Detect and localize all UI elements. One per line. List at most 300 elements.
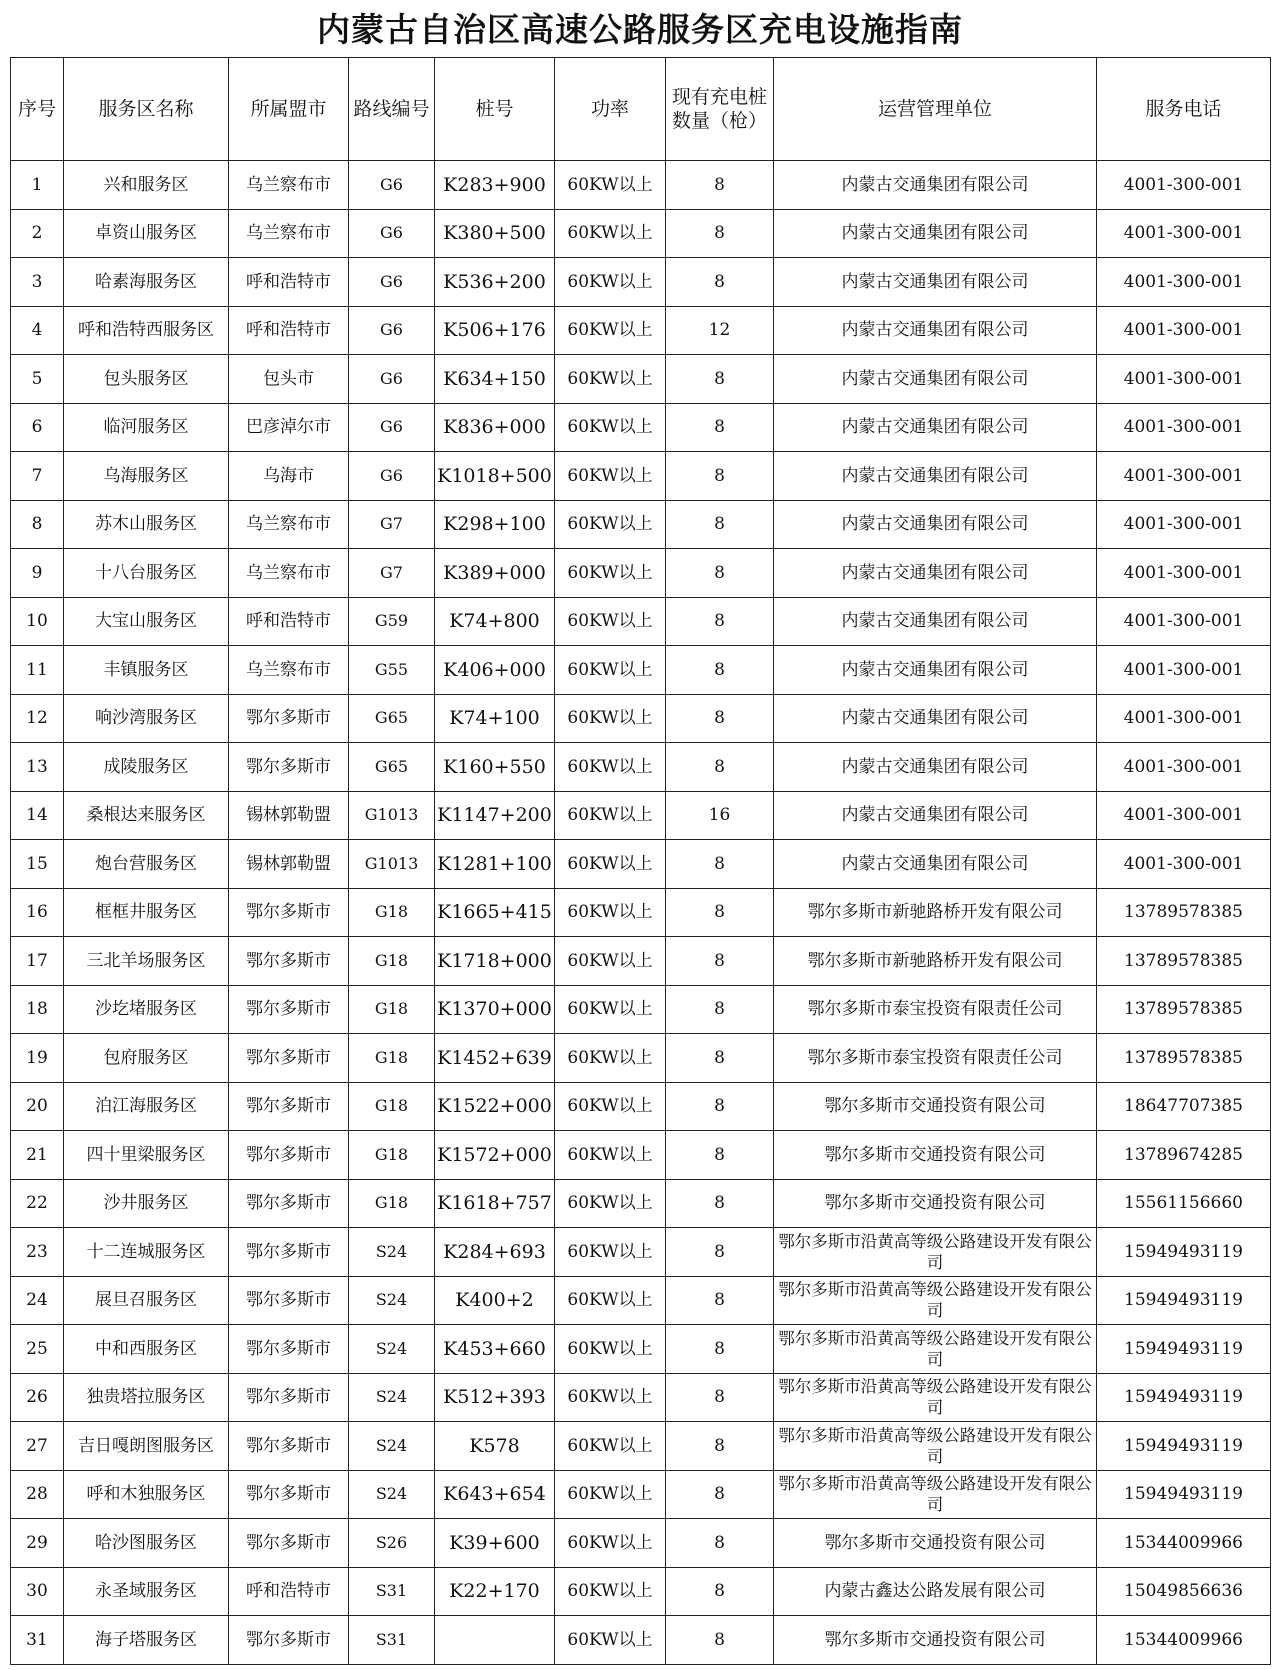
cell-road-number: S26 [349, 1519, 435, 1568]
cell-road-number: G65 [349, 694, 435, 743]
cell-power: 60KW以上 [555, 1567, 666, 1616]
cell-phone: 4001-300-001 [1097, 646, 1271, 695]
cell-power: 60KW以上 [555, 403, 666, 452]
cell-power: 60KW以上 [555, 1082, 666, 1131]
cell-city: 鄂尔多斯市 [229, 937, 349, 986]
table-row [11, 743, 1271, 792]
cell-no: 14 [11, 791, 64, 840]
cell-city: 呼和浩特市 [229, 306, 349, 355]
cell-power: 60KW以上 [555, 1179, 666, 1228]
cell-charger-count: 8 [666, 1616, 774, 1665]
table-row [11, 1373, 1271, 1422]
cell-phone: 13789674285 [1097, 1131, 1271, 1180]
cell-power: 60KW以上 [555, 500, 666, 549]
cell-power: 60KW以上 [555, 258, 666, 307]
cell-power: 60KW以上 [555, 597, 666, 646]
table-row [11, 161, 1271, 210]
cell-stake-number: K836+000 [435, 403, 555, 452]
header-operator: 运营管理单位 [774, 58, 1097, 161]
table-row [11, 1567, 1271, 1616]
cell-phone: 13789578385 [1097, 985, 1271, 1034]
cell-phone: 15949493119 [1097, 1470, 1271, 1519]
cell-no: 11 [11, 646, 64, 695]
cell-road-number: G6 [349, 355, 435, 404]
cell-operator: 内蒙古交通集团有限公司 [774, 694, 1097, 743]
cell-stake-number: K1452+639 [435, 1034, 555, 1083]
cell-phone: 4001-300-001 [1097, 355, 1271, 404]
cell-city: 鄂尔多斯市 [229, 1470, 349, 1519]
cell-road-number: S24 [349, 1228, 435, 1277]
cell-operator: 内蒙古交通集团有限公司 [774, 403, 1097, 452]
cell-stake-number: K74+800 [435, 597, 555, 646]
cell-city: 呼和浩特市 [229, 258, 349, 307]
cell-road-number: G18 [349, 1131, 435, 1180]
cell-road-number: G7 [349, 549, 435, 598]
cell-stake-number: K1147+200 [435, 791, 555, 840]
cell-road-number: G6 [349, 452, 435, 501]
cell-service-area-name: 中和西服务区 [64, 1325, 229, 1374]
cell-operator: 鄂尔多斯市沿黄高等级公路建设开发有限公司 [774, 1373, 1097, 1422]
cell-charger-count: 8 [666, 1422, 774, 1471]
cell-road-number: G18 [349, 1034, 435, 1083]
cell-charger-count: 8 [666, 549, 774, 598]
cell-power: 60KW以上 [555, 1228, 666, 1277]
cell-road-number: S24 [349, 1325, 435, 1374]
cell-charger-count: 8 [666, 1034, 774, 1083]
cell-city: 乌兰察布市 [229, 161, 349, 210]
cell-road-number: S31 [349, 1567, 435, 1616]
cell-operator: 内蒙古交通集团有限公司 [774, 791, 1097, 840]
cell-power: 60KW以上 [555, 452, 666, 501]
cell-charger-count: 8 [666, 1179, 774, 1228]
cell-road-number: G65 [349, 743, 435, 792]
cell-city: 乌海市 [229, 452, 349, 501]
cell-stake-number: K1522+000 [435, 1082, 555, 1131]
cell-city: 鄂尔多斯市 [229, 1325, 349, 1374]
cell-charger-count: 8 [666, 985, 774, 1034]
cell-service-area-name: 十二连城服务区 [64, 1228, 229, 1277]
cell-power: 60KW以上 [555, 549, 666, 598]
cell-phone: 18647707385 [1097, 1082, 1271, 1131]
cell-power: 60KW以上 [555, 1616, 666, 1665]
table-row [11, 840, 1271, 889]
cell-city: 包头市 [229, 355, 349, 404]
cell-charger-count: 8 [666, 646, 774, 695]
cell-no: 1 [11, 161, 64, 210]
cell-service-area-name: 呼和木独服务区 [64, 1470, 229, 1519]
cell-no: 5 [11, 355, 64, 404]
cell-stake-number: K298+100 [435, 500, 555, 549]
cell-service-area-name: 独贵塔拉服务区 [64, 1373, 229, 1422]
cell-city: 呼和浩特市 [229, 597, 349, 646]
table-row [11, 1422, 1271, 1471]
cell-service-area-name: 展旦召服务区 [64, 1276, 229, 1325]
cell-charger-count: 8 [666, 937, 774, 986]
cell-no: 24 [11, 1276, 64, 1325]
cell-stake-number: K1370+000 [435, 985, 555, 1034]
cell-road-number: S31 [349, 1616, 435, 1665]
cell-city: 鄂尔多斯市 [229, 1276, 349, 1325]
cell-no: 30 [11, 1567, 64, 1616]
cell-power: 60KW以上 [555, 840, 666, 889]
cell-phone: 4001-300-001 [1097, 500, 1271, 549]
cell-charger-count: 8 [666, 209, 774, 258]
table-row [11, 1470, 1271, 1519]
cell-stake-number: K1281+100 [435, 840, 555, 889]
table-row [11, 888, 1271, 937]
cell-no: 3 [11, 258, 64, 307]
cell-charger-count: 8 [666, 1567, 774, 1616]
cell-road-number: G18 [349, 937, 435, 986]
cell-city: 鄂尔多斯市 [229, 1034, 349, 1083]
cell-power: 60KW以上 [555, 1373, 666, 1422]
cell-service-area-name: 兴和服务区 [64, 161, 229, 210]
cell-road-number: G7 [349, 500, 435, 549]
cell-operator: 鄂尔多斯市交通投资有限公司 [774, 1519, 1097, 1568]
cell-charger-count: 8 [666, 355, 774, 404]
header-name: 服务区名称 [64, 58, 229, 161]
cell-phone: 15949493119 [1097, 1325, 1271, 1374]
cell-no: 22 [11, 1179, 64, 1228]
cell-city: 锡林郭勒盟 [229, 840, 349, 889]
cell-operator: 内蒙古交通集团有限公司 [774, 549, 1097, 598]
cell-operator: 鄂尔多斯市新驰路桥开发有限公司 [774, 937, 1097, 986]
cell-road-number: S24 [349, 1276, 435, 1325]
cell-operator: 内蒙古交通集团有限公司 [774, 743, 1097, 792]
cell-phone: 13789578385 [1097, 888, 1271, 937]
cell-city: 锡林郭勒盟 [229, 791, 349, 840]
cell-charger-count: 8 [666, 500, 774, 549]
table-row [11, 452, 1271, 501]
cell-phone: 15344009966 [1097, 1616, 1271, 1665]
cell-road-number: G6 [349, 403, 435, 452]
cell-phone: 4001-300-001 [1097, 549, 1271, 598]
cell-road-number: G18 [349, 1179, 435, 1228]
cell-service-area-name: 桑根达来服务区 [64, 791, 229, 840]
cell-phone: 4001-300-001 [1097, 743, 1271, 792]
cell-city: 乌兰察布市 [229, 646, 349, 695]
cell-road-number: S24 [349, 1373, 435, 1422]
cell-phone: 15949493119 [1097, 1422, 1271, 1471]
header-road: 路线编号 [349, 58, 435, 161]
cell-charger-count: 8 [666, 1082, 774, 1131]
table-row [11, 403, 1271, 452]
cell-no: 19 [11, 1034, 64, 1083]
table-row [11, 355, 1271, 404]
cell-stake-number: K22+170 [435, 1567, 555, 1616]
cell-stake-number: K634+150 [435, 355, 555, 404]
cell-no: 16 [11, 888, 64, 937]
cell-operator: 鄂尔多斯市交通投资有限公司 [774, 1616, 1097, 1665]
cell-charger-count: 8 [666, 840, 774, 889]
cell-power: 60KW以上 [555, 1422, 666, 1471]
cell-road-number: G59 [349, 597, 435, 646]
cell-road-number: G18 [349, 985, 435, 1034]
cell-stake-number: K536+200 [435, 258, 555, 307]
cell-stake-number: K283+900 [435, 161, 555, 210]
cell-power: 60KW以上 [555, 791, 666, 840]
cell-power: 60KW以上 [555, 888, 666, 937]
cell-no: 15 [11, 840, 64, 889]
cell-road-number: G1013 [349, 840, 435, 889]
table-row [11, 1179, 1271, 1228]
cell-charger-count: 8 [666, 743, 774, 792]
cell-operator: 内蒙古交通集团有限公司 [774, 452, 1097, 501]
cell-phone: 15561156660 [1097, 1179, 1271, 1228]
table-row [11, 306, 1271, 355]
cell-no: 4 [11, 306, 64, 355]
cell-phone: 4001-300-001 [1097, 840, 1271, 889]
cell-no: 9 [11, 549, 64, 598]
table-row [11, 694, 1271, 743]
cell-operator: 鄂尔多斯市沿黄高等级公路建设开发有限公司 [774, 1276, 1097, 1325]
cell-service-area-name: 丰镇服务区 [64, 646, 229, 695]
cell-service-area-name: 沙圪堵服务区 [64, 985, 229, 1034]
cell-operator: 内蒙古交通集团有限公司 [774, 161, 1097, 210]
cell-power: 60KW以上 [555, 694, 666, 743]
table-row [11, 549, 1271, 598]
cell-phone: 4001-300-001 [1097, 694, 1271, 743]
cell-charger-count: 8 [666, 452, 774, 501]
table-row [11, 1131, 1271, 1180]
cell-phone: 15949493119 [1097, 1228, 1271, 1277]
cell-no: 27 [11, 1422, 64, 1471]
cell-charger-count: 8 [666, 403, 774, 452]
cell-operator: 内蒙古交通集团有限公司 [774, 646, 1097, 695]
cell-service-area-name: 卓资山服务区 [64, 209, 229, 258]
cell-power: 60KW以上 [555, 743, 666, 792]
cell-power: 60KW以上 [555, 1034, 666, 1083]
cell-road-number: G1013 [349, 791, 435, 840]
cell-stake-number: K643+654 [435, 1470, 555, 1519]
cell-service-area-name: 永圣域服务区 [64, 1567, 229, 1616]
cell-charger-count: 16 [666, 791, 774, 840]
cell-no: 2 [11, 209, 64, 258]
header-phone: 服务电话 [1097, 58, 1271, 161]
cell-operator: 内蒙古鑫达公路发展有限公司 [774, 1567, 1097, 1616]
cell-phone: 4001-300-001 [1097, 258, 1271, 307]
table-row [11, 1276, 1271, 1325]
cell-no: 28 [11, 1470, 64, 1519]
cell-road-number: G6 [349, 258, 435, 307]
cell-road-number: G6 [349, 161, 435, 210]
cell-service-area-name: 成陵服务区 [64, 743, 229, 792]
cell-phone: 4001-300-001 [1097, 306, 1271, 355]
table-row [11, 1034, 1271, 1083]
cell-operator: 内蒙古交通集团有限公司 [774, 306, 1097, 355]
table-row [11, 646, 1271, 695]
cell-service-area-name: 苏木山服务区 [64, 500, 229, 549]
cell-operator: 内蒙古交通集团有限公司 [774, 597, 1097, 646]
cell-charger-count: 8 [666, 161, 774, 210]
cell-charger-count: 8 [666, 1519, 774, 1568]
cell-city: 鄂尔多斯市 [229, 888, 349, 937]
cell-stake-number: K578 [435, 1422, 555, 1471]
cell-no: 25 [11, 1325, 64, 1374]
cell-stake-number: K39+600 [435, 1519, 555, 1568]
header-stake: 桩号 [435, 58, 555, 161]
cell-city: 乌兰察布市 [229, 500, 349, 549]
cell-service-area-name: 框框井服务区 [64, 888, 229, 937]
cell-service-area-name: 呼和浩特西服务区 [64, 306, 229, 355]
cell-no: 21 [11, 1131, 64, 1180]
cell-service-area-name: 大宝山服务区 [64, 597, 229, 646]
cell-operator: 鄂尔多斯市沿黄高等级公路建设开发有限公司 [774, 1422, 1097, 1471]
cell-city: 乌兰察布市 [229, 209, 349, 258]
cell-stake-number [435, 1616, 555, 1665]
cell-no: 23 [11, 1228, 64, 1277]
cell-no: 12 [11, 694, 64, 743]
table-row [11, 1616, 1271, 1665]
cell-city: 鄂尔多斯市 [229, 694, 349, 743]
cell-operator: 鄂尔多斯市交通投资有限公司 [774, 1082, 1097, 1131]
cell-phone: 15344009966 [1097, 1519, 1271, 1568]
cell-road-number: S24 [349, 1422, 435, 1471]
cell-charger-count: 8 [666, 1276, 774, 1325]
table-row [11, 209, 1271, 258]
cell-power: 60KW以上 [555, 306, 666, 355]
cell-power: 60KW以上 [555, 985, 666, 1034]
cell-operator: 内蒙古交通集团有限公司 [774, 209, 1097, 258]
cell-operator: 内蒙古交通集团有限公司 [774, 355, 1097, 404]
cell-service-area-name: 四十里梁服务区 [64, 1131, 229, 1180]
cell-city: 鄂尔多斯市 [229, 1422, 349, 1471]
cell-city: 鄂尔多斯市 [229, 1082, 349, 1131]
table-row [11, 258, 1271, 307]
table-row [11, 500, 1271, 549]
cell-service-area-name: 海子塔服务区 [64, 1616, 229, 1665]
cell-phone: 4001-300-001 [1097, 597, 1271, 646]
cell-service-area-name: 哈素海服务区 [64, 258, 229, 307]
cell-no: 26 [11, 1373, 64, 1422]
header-count: 现有充电桩数量（枪） [666, 58, 774, 161]
cell-power: 60KW以上 [555, 646, 666, 695]
cell-charger-count: 8 [666, 258, 774, 307]
cell-service-area-name: 泊江海服务区 [64, 1082, 229, 1131]
cell-operator: 内蒙古交通集团有限公司 [774, 840, 1097, 889]
cell-stake-number: K1572+000 [435, 1131, 555, 1180]
table-row [11, 1325, 1271, 1374]
table-row [11, 937, 1271, 986]
table-row [11, 1228, 1271, 1277]
cell-stake-number: K406+000 [435, 646, 555, 695]
cell-road-number: G6 [349, 209, 435, 258]
cell-city: 鄂尔多斯市 [229, 1131, 349, 1180]
cell-service-area-name: 临河服务区 [64, 403, 229, 452]
cell-no: 31 [11, 1616, 64, 1665]
cell-charger-count: 8 [666, 694, 774, 743]
cell-service-area-name: 包府服务区 [64, 1034, 229, 1083]
cell-stake-number: K1718+000 [435, 937, 555, 986]
cell-city: 呼和浩特市 [229, 1567, 349, 1616]
charging-facility-table [10, 57, 1271, 1665]
table-row [11, 597, 1271, 646]
cell-road-number: G6 [349, 306, 435, 355]
cell-service-area-name: 哈沙图服务区 [64, 1519, 229, 1568]
table-row [11, 1519, 1271, 1568]
cell-stake-number: K284+693 [435, 1228, 555, 1277]
cell-stake-number: K160+550 [435, 743, 555, 792]
cell-power: 60KW以上 [555, 161, 666, 210]
cell-charger-count: 8 [666, 1325, 774, 1374]
cell-phone: 15949493119 [1097, 1373, 1271, 1422]
cell-stake-number: K74+100 [435, 694, 555, 743]
cell-stake-number: K1618+757 [435, 1179, 555, 1228]
cell-no: 13 [11, 743, 64, 792]
cell-no: 17 [11, 937, 64, 986]
cell-no: 18 [11, 985, 64, 1034]
cell-operator: 鄂尔多斯市交通投资有限公司 [774, 1179, 1097, 1228]
cell-stake-number: K380+500 [435, 209, 555, 258]
cell-operator: 鄂尔多斯市泰宝投资有限责任公司 [774, 985, 1097, 1034]
table-row [11, 985, 1271, 1034]
cell-no: 29 [11, 1519, 64, 1568]
header-power: 功率 [555, 58, 666, 161]
cell-phone: 4001-300-001 [1097, 791, 1271, 840]
cell-phone: 13789578385 [1097, 1034, 1271, 1083]
cell-city: 巴彦淖尔市 [229, 403, 349, 452]
cell-phone: 13789578385 [1097, 937, 1271, 986]
cell-power: 60KW以上 [555, 1325, 666, 1374]
cell-city: 鄂尔多斯市 [229, 1179, 349, 1228]
cell-operator: 内蒙古交通集团有限公司 [774, 258, 1097, 307]
cell-service-area-name: 十八台服务区 [64, 549, 229, 598]
cell-stake-number: K1018+500 [435, 452, 555, 501]
cell-power: 60KW以上 [555, 1470, 666, 1519]
cell-phone: 15049856636 [1097, 1567, 1271, 1616]
cell-operator: 鄂尔多斯市泰宝投资有限责任公司 [774, 1034, 1097, 1083]
cell-power: 60KW以上 [555, 1131, 666, 1180]
cell-charger-count: 8 [666, 1470, 774, 1519]
cell-stake-number: K389+000 [435, 549, 555, 598]
cell-no: 6 [11, 403, 64, 452]
cell-stake-number: K512+393 [435, 1373, 555, 1422]
cell-phone: 4001-300-001 [1097, 209, 1271, 258]
cell-service-area-name: 三北羊场服务区 [64, 937, 229, 986]
cell-stake-number: K453+660 [435, 1325, 555, 1374]
cell-charger-count: 8 [666, 1228, 774, 1277]
cell-no: 10 [11, 597, 64, 646]
cell-city: 鄂尔多斯市 [229, 1373, 349, 1422]
cell-phone: 15949493119 [1097, 1276, 1271, 1325]
cell-charger-count: 8 [666, 597, 774, 646]
cell-no: 8 [11, 500, 64, 549]
cell-power: 60KW以上 [555, 1276, 666, 1325]
table-row [11, 1082, 1271, 1131]
cell-operator: 内蒙古交通集团有限公司 [774, 500, 1097, 549]
cell-charger-count: 8 [666, 1131, 774, 1180]
cell-city: 鄂尔多斯市 [229, 1228, 349, 1277]
cell-charger-count: 8 [666, 888, 774, 937]
cell-phone: 4001-300-001 [1097, 452, 1271, 501]
cell-service-area-name: 吉日嘎朗图服务区 [64, 1422, 229, 1471]
cell-stake-number: K400+2 [435, 1276, 555, 1325]
cell-charger-count: 8 [666, 1373, 774, 1422]
table-header-row [11, 58, 1271, 161]
cell-city: 鄂尔多斯市 [229, 743, 349, 792]
cell-city: 乌兰察布市 [229, 549, 349, 598]
cell-power: 60KW以上 [555, 1519, 666, 1568]
cell-operator: 鄂尔多斯市新驰路桥开发有限公司 [774, 888, 1097, 937]
table-body [11, 161, 1271, 1665]
cell-operator: 鄂尔多斯市交通投资有限公司 [774, 1131, 1097, 1180]
table-row [11, 791, 1271, 840]
cell-operator: 鄂尔多斯市沿黄高等级公路建设开发有限公司 [774, 1228, 1097, 1277]
cell-road-number: G18 [349, 1082, 435, 1131]
cell-power: 60KW以上 [555, 209, 666, 258]
cell-service-area-name: 炮台营服务区 [64, 840, 229, 889]
cell-service-area-name: 沙井服务区 [64, 1179, 229, 1228]
